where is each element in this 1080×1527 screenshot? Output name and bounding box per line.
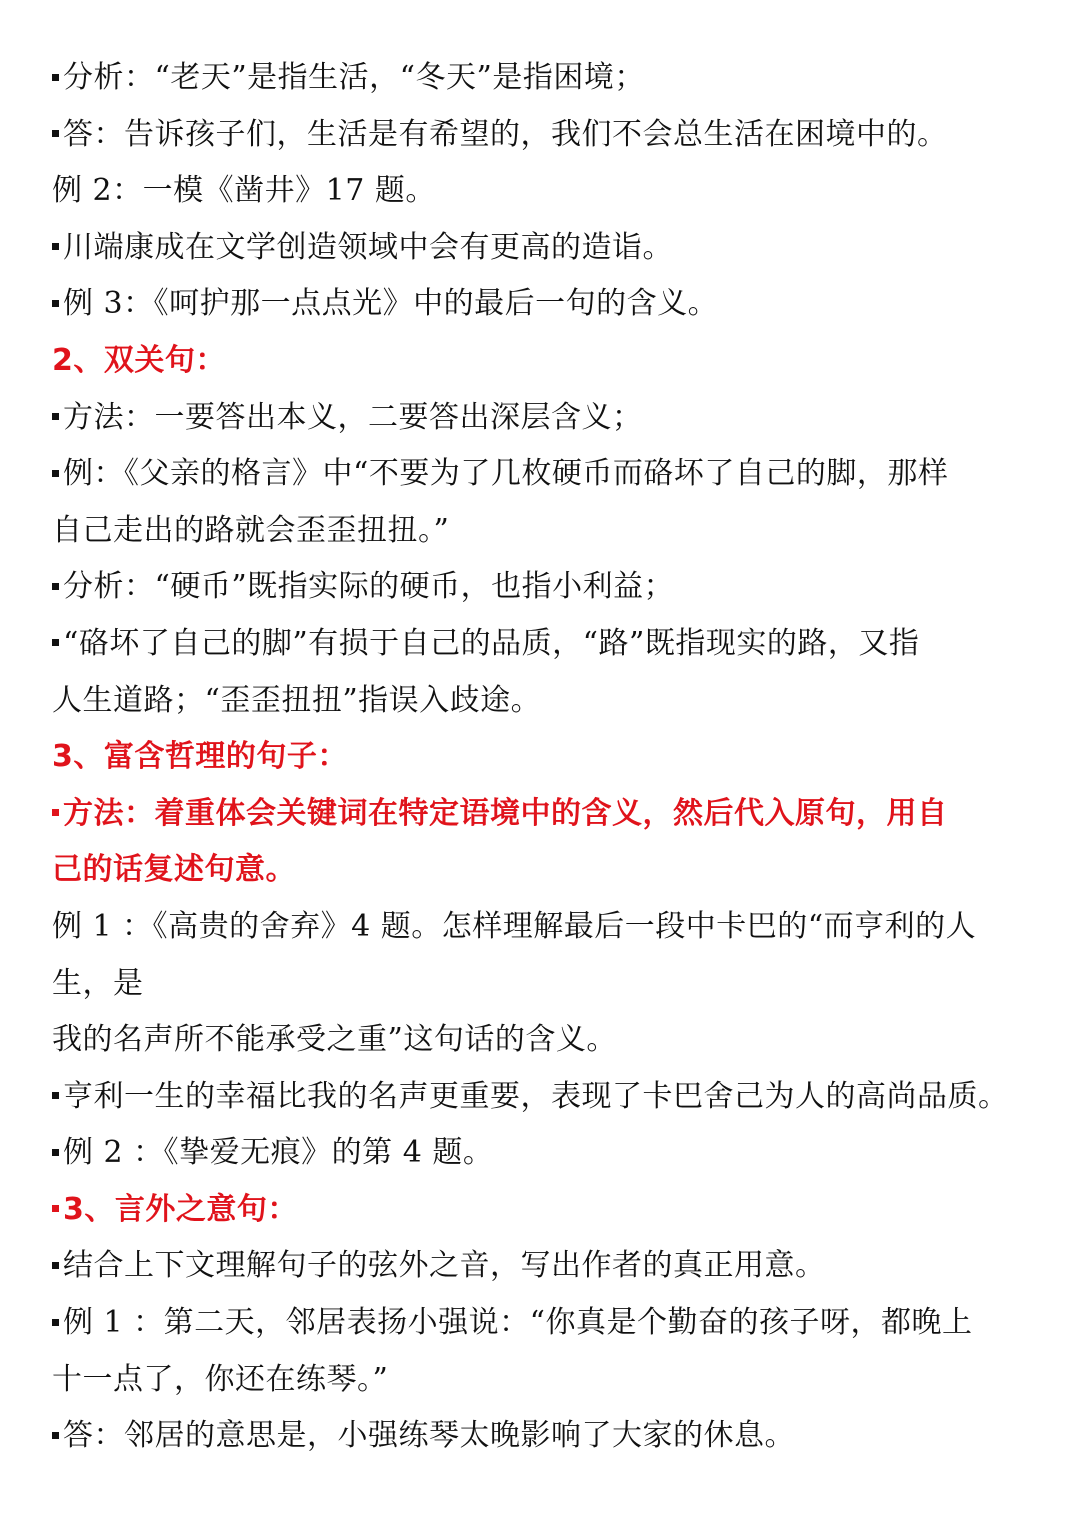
bullet-mark [52, 470, 59, 477]
text-line-pun-foot-cont: 人生道路；“歪歪扭扭”指误入歧途。 [52, 682, 542, 718]
text-line-kawabata: 川端康成在文学创造领域中会有更高的造诣。 [52, 220, 1044, 277]
text-line-answer-hope: 答：告诉孩子们，生活是有希望的，我们不会总生活在困境中的。 [52, 107, 1044, 164]
text-line-noble-example: 例 1 ：《高贵的舍弃》4 题。怎样理解最后一段中卡巴的“而亨利的人 [52, 908, 977, 944]
text-line-example-2: 例 2：一模《凿井》17 题。 [52, 173, 436, 209]
text-line-philosophy-method: 方法：着重体会关键词在特定语境中的含义，然后代入原句，用自 [52, 786, 1044, 843]
text-line-noble-example-cont-2: 我的名声所不能承受之重”这句话的含义。 [52, 1022, 617, 1058]
text-line-philosophy-method-cont: 己的话复述句意。 [52, 852, 296, 888]
text-line-pun-example-cont: 自己走出的路就会歪歪扭扭。” [52, 512, 450, 548]
text-line-neighbor-example: 例 1 ：第二天，邻居表扬小强说：“你真是个勤奋的孩子呀，都晚上 [52, 1295, 1044, 1352]
bullet-mark [52, 639, 59, 646]
text-line-neighbor-example-cont: 十一点了，你还在练琴。” [52, 1361, 389, 1397]
bullet-mark [52, 1092, 59, 1099]
bullet-mark [52, 809, 59, 816]
bullet-mark [52, 1149, 59, 1156]
text-line-analysis-laotian: 分析：“老天”是指生活，“冬天”是指困境； [52, 50, 1044, 107]
bullet-mark [52, 583, 59, 590]
bullet-mark [52, 74, 59, 81]
text-line-pun-method: 方法：一要答出本义，二要答出深层含义； [52, 390, 1044, 447]
section-heading-pun: 2、双关句： [52, 342, 226, 378]
bullet-mark [52, 413, 59, 420]
bullet-mark [52, 1205, 59, 1212]
text-line-pun-foot: “硌坏了自己的脚”有损于自己的品质，“路”既指现实的路，又指 [52, 616, 1044, 673]
bullet-mark [52, 1319, 59, 1326]
text-line-love-example: 例 2 ：《挚爱无痕》的第 4 题。 [52, 1125, 1044, 1182]
text-line-henry: 亨利一生的幸福比我的名声更重要，表现了卡巴舍己为人的高尚品质。 [52, 1069, 1044, 1126]
text-line-neighbor-answer: 答：邻居的意思是，小强练琴太晚影响了大家的休息。 [52, 1408, 1044, 1465]
section-heading-implied: 3、言外之意句： [52, 1182, 1044, 1239]
text-line-pun-example: 例：《父亲的格言》中“不要为了几枚硬币而硌坏了自己的脚，那样 [52, 446, 1044, 503]
text-line-implied-method: 结合上下文理解句子的弦外之音，写出作者的真正用意。 [52, 1238, 1044, 1295]
bullet-mark [52, 243, 59, 250]
text-line-example-3: 例 3：《呵护那一点点光》中的最后一句的含义。 [52, 276, 1044, 333]
text-line-pun-analysis: 分析：“硬币”既指实际的硬币，也指小利益； [52, 559, 1044, 616]
bullet-mark [52, 300, 59, 307]
section-heading-philosophy: 3、富含哲理的句子： [52, 739, 348, 775]
text-line-noble-example-cont: 生，是 [52, 965, 144, 1001]
bullet-mark [52, 1262, 59, 1269]
bullet-mark [52, 130, 59, 137]
bullet-mark [52, 1432, 59, 1439]
